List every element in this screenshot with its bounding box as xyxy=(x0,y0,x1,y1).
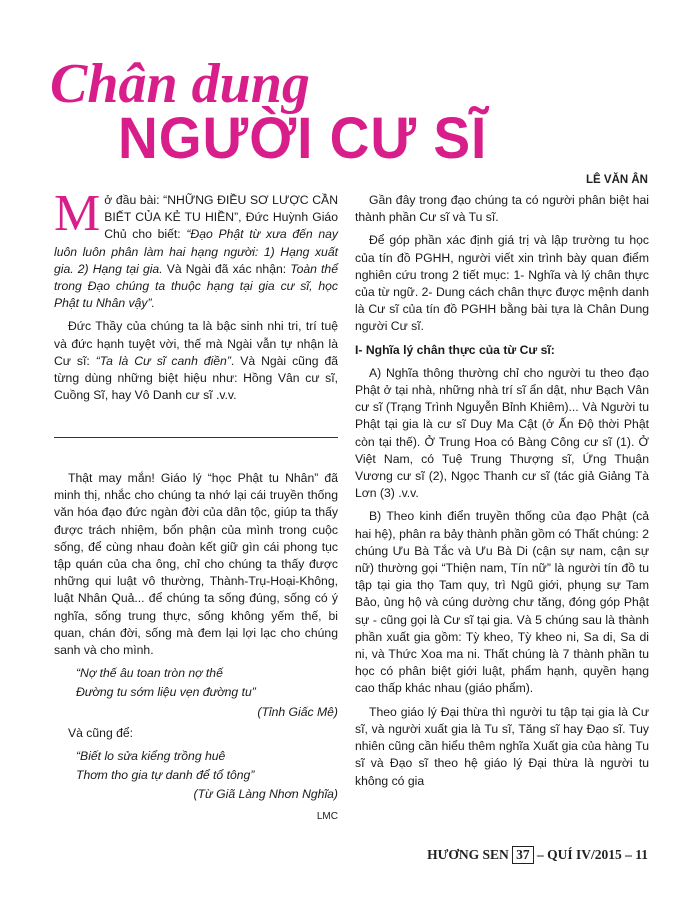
intro-text-2: Và Ngài đã xác nhận: xyxy=(162,261,291,276)
author-name: LÊ VĂN ÂN xyxy=(586,174,648,186)
p2-text-2: . Và Ngài cũng đã từng dùng những biệt hiệu như: Hồng Vân cư sĩ, Cuồng Sĩ, hay Vô Danh cư sĩ .v.v. xyxy=(54,353,338,403)
right-paragraph-2: Để góp phần xác định giá trị và lập trường tu học của tín đồ PGHH, người viết xin trình bày quan điểm nghiên cứu trong 2 tiết mục: 1- Nghĩa và lý chân thực của từ ngữ. 2- Dung cách chân thực được mệnh danh là Cư sĩ của tín đồ PGHH bằng bài tựa là Chân Dung người Cư sĩ. xyxy=(355,233,649,334)
poem-2-line-2: Thơm tho gia tự danh để tổ tông” xyxy=(76,768,255,783)
signature: LMC xyxy=(316,810,338,822)
drop-cap: M xyxy=(54,185,101,242)
p2-text-1: Đức Thầy của chúng ta là bậc sinh nhi tri, trí tuệ và đức hạnh tuyệt vời, thế mà Ngài vẫn tự nhận là Cư sĩ: xyxy=(54,319,338,368)
right-paragraph-3: A) Nghĩa thông thường chỉ cho người tu theo đạo Phật ở tại nhà, những nhà trí sĩ ẩn dật, như Bạch Vân cư sĩ (Trạng Trình Nguyễn Bỉnh Khiêm)... Và Người tu Phật tại gia là cư sĩ Duy Ma Cật (ở Ấn Độ thời Phật còn tại thế). Ở Trung Hoa có Bàng Công cư sĩ (1). Ở Việt Nam, có Tuệ Trung Thượng sĩ, Ứng Thuận Vương cư sĩ (2), Ngọc Thanh cư sĩ (tác giả Giảng Tà Lơn (3) .v.v. xyxy=(355,365,649,501)
right-column xyxy=(355,192,649,796)
magazine-name: HƯƠNG SEN xyxy=(427,847,509,862)
issue-info: – QUÍ IV/2015 – 11 xyxy=(536,847,648,862)
column-divider xyxy=(54,437,338,438)
poem-1-line-2: Đường tu sớm liệu vẹn đường tu” xyxy=(76,685,256,700)
title-main: NGƯỜI CƯ SĨ xyxy=(118,106,488,171)
also-line: Và cũng để: xyxy=(68,725,134,740)
second-paragraph xyxy=(54,318,338,404)
intro-paragraph xyxy=(54,185,339,312)
right-paragraph-5: Theo giáo lý Đại thừa thì người tu tập tại gia là Cư sĩ, và người xuất gia là Tu sĩ, Tăng sĩ hay Đạo sĩ. Tuy nhiên cũng cần hiểu thêm nghĩa Xuất gia của hàng Tu sĩ và Đạo sĩ theo hệ giáo lý Đại thừa là người tu không có gia xyxy=(355,704,649,788)
intro-quote-2: Toàn thể trong Đạo chúng ta thuộc hạng tại gia cư sĩ, học Phật tu Nhân vậy”. xyxy=(54,261,338,311)
p2-quote: “Ta là Cư sĩ canh điền” xyxy=(95,353,231,368)
poem-1-line-1: “Nợ thế âu toan tròn nợ thế xyxy=(76,666,223,681)
section-heading: I- Nghĩa lý chân thực của từ Cư sĩ: xyxy=(355,342,555,357)
boxed-paragraph: Thật may mắn! Giáo lý “học Phật tu Nhân” đã minh thị, nhắc cho chúng ta nhớ lại cái truyền thống văn hóa đạo đức ngàn đời của dân tộc, giúp ta thấy được trách nhiệm, bổn phận của mình trong cuộc sống, để cùng nhau đoàn kết giữ gìn cái phong tục tập quán của cha ông, chỉ cho chúng ta thấy được những qui luật vô thường, Thành-Trụ-Hoại-Không, luật Nhân Quả... để chúng ta sống đúng, sống có ý nghĩa, sống trung thực, sống không yếm thế, bi quan, chán đời, sống mà đem lại lợi lạc cho chúng sanh và cho mình. xyxy=(54,471,338,658)
intro-quote-1: “Đạo Phật từ xưa đến nay luôn luôn phân làm hai hạng người: 1) Hạng xuất gia. 2) Hạng tại gia. xyxy=(54,227,339,276)
left-column-bottom xyxy=(54,470,338,825)
title-script: Chân dung xyxy=(50,53,310,115)
intro-text-1: ở đầu bài: “NHỮNG ĐIỀU SƠ LƯỢC CẦN BIẾT CỦA KẺ TU HIỀN”, Đức Huỳnh Giáo Chủ cho biết: xyxy=(104,193,338,242)
poem-2-source: (Từ Giã Làng Nhơn Nghĩa) xyxy=(193,787,338,802)
right-paragraph-1: Gần đây trong đạo chúng ta có người phân biệt hai thành phần Cư sĩ và Tu sĩ. xyxy=(355,193,649,225)
page-footer xyxy=(427,846,648,864)
left-column-top xyxy=(54,185,339,410)
right-paragraph-4: B) Theo kinh điển truyền thống của đạo Phật (cả hai hệ), phân ra bảy thành phần gồm có Thất chúng: 2 chúng Ưu Bà Tắc và Ưu Bà Di (cận sự nam, cận sự nữ) thường gọi “Thiện nam, Tín nữ” là người tín đồ tu tập tại gia thọ Tam quy, trì Ngũ giới, phụng sự Tam Bảo, ủng hộ và cúng dường chư tăng, đóng góp Phật sự - cũng gọi là Cư sĩ tại gia. Và 5 chúng sau là thành phần xuất gia gồm: Tỳ kheo, Tỳ kheo ni, Sa di, Sa di ni, và Thức Xoa ma ni. Thất chúng là 7 thành phần tu học có phân biệt giới luật, phẩm hạnh, quyền hạng cao thấp khác nhau (giáo phẩm). xyxy=(355,509,649,696)
page-number: 37 xyxy=(512,846,534,864)
poem-2-line-1: “Biết lo sửa kiểng trồng huê xyxy=(76,749,226,764)
poem-1-source: (Tỉnh Giấc Mê) xyxy=(257,704,338,719)
